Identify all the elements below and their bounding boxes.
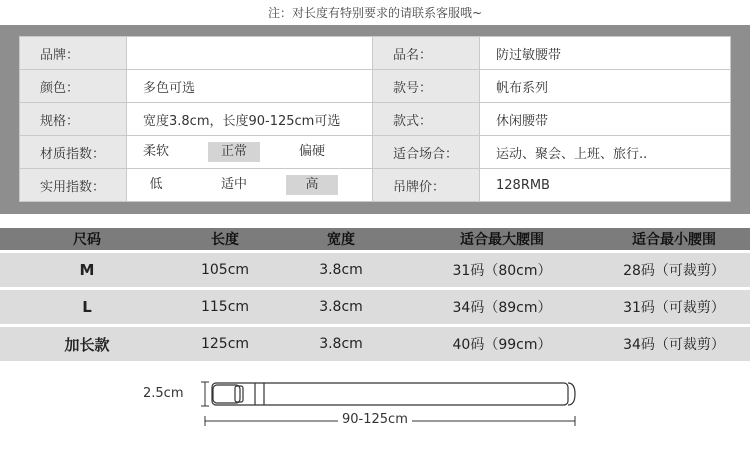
occasion-value: 运动、聚会、上班、旅行..	[480, 136, 731, 169]
practical-option-medium: 适中	[220, 177, 247, 192]
row-size: M	[0, 253, 174, 287]
row-min-waist: 28码（可裁剪）	[598, 253, 750, 287]
name-label: 品名：	[373, 37, 480, 70]
width-dimension-marker	[201, 382, 209, 406]
row-max-waist: 31码（80cm）	[406, 253, 598, 287]
model-value: 帆布系列	[480, 70, 731, 103]
price-value: 128RMB	[480, 169, 731, 202]
header-min-waist: 适合最小腰围	[598, 228, 750, 250]
style-value: 休闲腰带	[480, 103, 731, 136]
row-max-waist: 40码（99cm）	[406, 327, 598, 361]
price-label: 吊牌价：	[373, 169, 480, 202]
belt-outline	[212, 383, 575, 405]
row-length: 125cm	[174, 327, 276, 361]
occasion-label: 适合场合：	[373, 136, 480, 169]
material-option-hard: 偏硬	[298, 144, 325, 159]
row-width: 3.8cm	[276, 253, 406, 287]
row-length: 115cm	[174, 290, 276, 324]
note-text: 注：对长度有特别要求的请联系客服哦~	[267, 6, 483, 20]
header-length: 长度	[174, 228, 276, 250]
header-max-waist: 适合最大腰围	[406, 228, 598, 250]
row-width: 3.8cm	[276, 327, 406, 361]
size-value: 宽度3.8cm，长度90-125cm可选	[127, 103, 373, 136]
row-length: 105cm	[174, 253, 276, 287]
row-max-waist: 34码（89cm）	[406, 290, 598, 324]
size-label: 规格：	[20, 103, 127, 136]
row-size: L	[0, 290, 174, 324]
row-min-waist: 31码（可裁剪）	[598, 290, 750, 324]
material-label: 材质指数：	[20, 136, 127, 169]
practical-option-low: 低	[149, 177, 163, 192]
header-size: 尺码	[0, 228, 174, 250]
style-label: 款式：	[373, 103, 480, 136]
material-option-normal: 正常	[208, 142, 260, 162]
length-label: 90-125cm	[338, 412, 412, 427]
color-label: 颜色：	[20, 70, 127, 103]
model-label: 款号：	[373, 70, 480, 103]
practical-label: 实用指数：	[20, 169, 127, 202]
row-size: 加长款	[0, 327, 174, 361]
row-min-waist: 34码（可裁剪）	[598, 327, 750, 361]
header-width: 宽度	[276, 228, 406, 250]
width-label: 2.5cm	[143, 386, 184, 401]
material-option-soft: 柔软	[142, 144, 169, 159]
row-width: 3.8cm	[276, 290, 406, 324]
practical-option-high: 高	[286, 175, 338, 195]
brand-label: 品牌：	[20, 37, 127, 70]
name-value: 防过敏腰带	[480, 37, 731, 70]
color-value: 多色可选	[127, 70, 373, 103]
